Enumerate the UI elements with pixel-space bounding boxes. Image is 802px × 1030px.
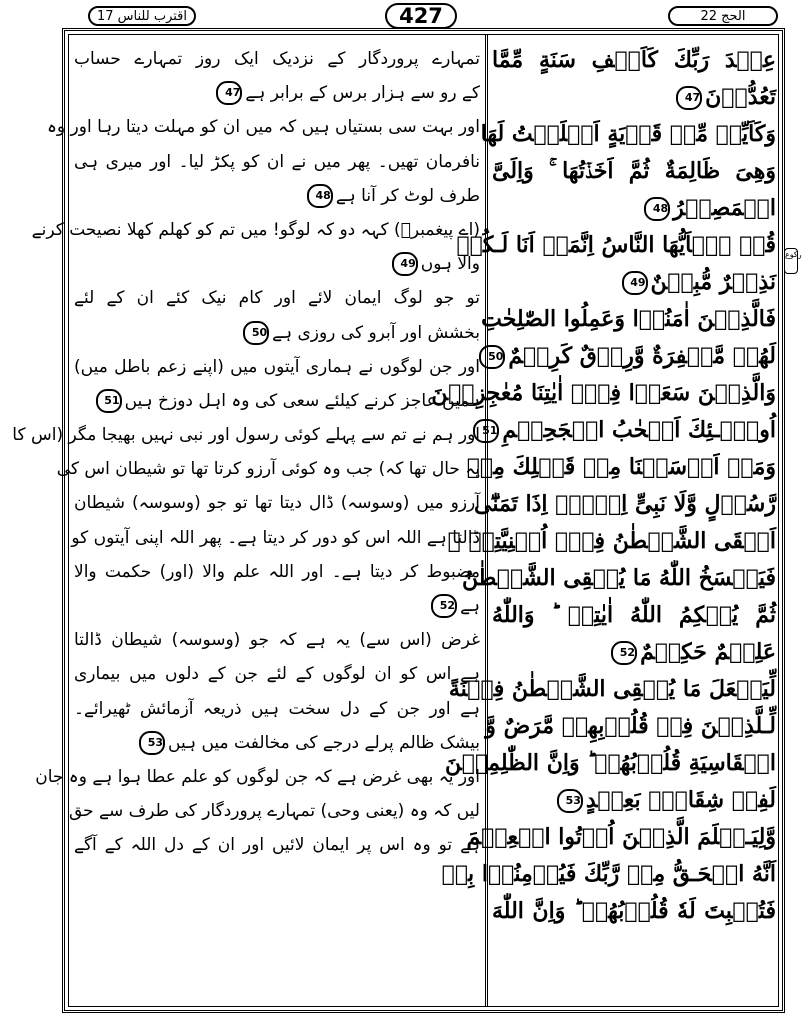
- urdu-line-text: تمہارے پروردگار کے نزدیک ایک روز تمہارے حساب: [74, 49, 480, 69]
- arabic-line-text: لِّـلَّذِيۡنَ فِىۡ قُلُوۡبِهِمۡ مَّرَضٌ وَّ: [485, 713, 776, 739]
- urdu-line: [74, 42, 480, 76]
- arabic-line-text: قُلۡ يٰۤاَيُّهَا النَّاسُ اِنَّمَاۤ اَنَا لَـكُمۡ: [456, 232, 776, 258]
- arabic-line: [461, 560, 776, 597]
- arabic-line-text: عِنۡدَ رَبِّكَ كَاَلۡفِ سَنَةٍ مِّمَّا: [492, 47, 776, 73]
- urdu-line-text: والا ہوں: [420, 254, 480, 275]
- arabic-line-text: اَنَّهُ الۡحَـقُّ مِنۡ رَّبِّكَ فَيُؤۡمِنُوۡا بِهٖ: [441, 861, 776, 887]
- urdu-line-text: کے رو سے ہزار برس کے برابر ہے: [245, 83, 480, 104]
- urdu-line-text: یہ حال تھا کہ) جب وہ کوئی آرزو کرتا تھا تو شیطان اس کی: [56, 459, 480, 480]
- urdu-line: [74, 145, 480, 179]
- arabic-line-text: عَلِيۡمٌ حَكِيۡمٌ: [640, 639, 776, 665]
- arabic-line: [492, 153, 776, 190]
- urdu-line-text: مضبوط کر دیتا ہے۔ اور اللہ علم والا (اور) حکمت والا: [74, 561, 480, 582]
- urdu-line-text: غرض (اس سے) یہ ہے کہ جو (وسوسہ) شیطان ڈالتا: [74, 630, 480, 651]
- page-number: 427: [385, 3, 457, 29]
- urdu-line: [68, 794, 480, 828]
- arabic-line: [492, 190, 776, 227]
- arabic-line-text: الۡمَصِيۡرُ: [673, 195, 776, 221]
- arabic-line-text: اُولٰۤـئِكَ اَصۡحٰبُ الۡجَحِيۡمِ: [502, 417, 776, 443]
- urdu-line: [74, 486, 480, 520]
- arabic-line: [480, 116, 776, 153]
- arabic-line-text: وَالَّذِيۡنَ سَعَوۡا فِىۡۤ اٰيٰتِنَا مُعٰجِزِيۡنَ: [431, 380, 776, 406]
- urdu-line: [74, 692, 480, 726]
- urdu-line: [35, 760, 480, 794]
- arabic-line-text: فَيَنۡسَخُ اللّٰهُ مَا يُلۡقِى الشَّيۡطٰنُ: [461, 565, 776, 591]
- verse-number-marker: 52: [611, 641, 637, 665]
- arabic-line-text: وَمَاۤ اَرۡسَلۡنَا مِنۡ قَبۡلِكَ مِنۡ: [466, 454, 776, 480]
- arabic-line-text: لَفِىۡ شِقَاقٍۢ بَعِيۡدٍ: [585, 787, 776, 813]
- arabic-line: [482, 412, 776, 449]
- arabic-line: [466, 449, 776, 486]
- urdu-line: [74, 657, 480, 691]
- urdu-line: [12, 418, 480, 452]
- urdu-line-text: طرف لوٹ کر آنا ہے: [335, 185, 480, 206]
- arabic-line: [448, 671, 776, 708]
- arabic-line-text: وَكَاَيِّنۡ مِّنۡ قَرۡيَةٍ اَمۡلَيۡتُ لَهَا: [480, 121, 776, 147]
- arabic-line: [492, 79, 776, 116]
- urdu-line-text: ہے: [460, 596, 480, 616]
- urdu-line: [74, 384, 480, 418]
- urdu-line: [74, 726, 480, 760]
- verse-number-marker: 50: [243, 321, 269, 345]
- urdu-line-text: اور یہ بھی غرض ہے کہ جن لوگوں کو علم عطا ہوا ہے وہ جان: [35, 766, 480, 787]
- urdu-line-text: ہے تو وہ اس پر ایمان لائیں اور ان کے دل اللہ کے آگے: [74, 835, 480, 856]
- urdu-line: [74, 589, 480, 623]
- urdu-line-text: نافرمان تھیں۔ پھر میں نے ان کو پکڑ لیا۔ اور میری ہی: [74, 151, 480, 172]
- urdu-line-text: لیں کہ وہ (یعنی وحی) تمہارے پروردگار کی طرف سے حق: [68, 801, 480, 822]
- urdu-line-text: تو جو لوگ ایمان لائے اور کام نیک کئے ان کے لئے: [74, 288, 480, 309]
- urdu-line: [74, 555, 480, 589]
- arabic-line-text: لَهُمۡ مَّغۡفِرَةٌ وَّرِزۡقٌ كَرِيۡمٌ: [508, 343, 776, 369]
- urdu-line-text: آرزو میں (وسوسہ) ڈال دیتا تھا تو جو (وسوسہ) شیطان: [74, 493, 480, 514]
- arabic-line: [466, 819, 776, 856]
- arabic-line: [492, 893, 776, 930]
- urdu-line: [74, 281, 480, 315]
- header-surah-label: الحج 22: [668, 6, 778, 26]
- arabic-line: [492, 597, 776, 634]
- urdu-line: [56, 452, 480, 486]
- urdu-line-text: بیشک ظالم پرلے درجے کی مخالفت میں ہیں: [168, 732, 480, 753]
- verse-number-marker: 53: [139, 731, 165, 755]
- arabic-line-text: لِّيَجۡعَلَ مَا يُلۡقِى الشَّيۡطٰنُ فِتۡنَةً: [448, 676, 776, 702]
- arabic-line: [492, 42, 776, 79]
- urdu-line: [71, 521, 480, 555]
- ruku-marker: رکوع: [784, 248, 798, 274]
- arabic-line: [488, 338, 776, 375]
- urdu-translation-column: [12, 42, 480, 863]
- urdu-line-text: اور جن لوگوں نے ہماری آیتوں میں (اپنے زعم باطل میں): [74, 356, 480, 377]
- arabic-line-text: وَهِىَ ظَالِمَةٌ ثُمَّ اَخَذۡتُهَا ۚ وَاِلَىَّ: [492, 158, 776, 184]
- verse-number-marker: 50: [479, 345, 505, 369]
- arabic-line-text: رَّسُوۡلٍ وَّلَا نَبِىٍّ اِلَّاۤ اِذَا تَمَنّٰٓى: [474, 491, 776, 517]
- verse-number-marker: 51: [96, 389, 122, 413]
- arabic-line: [492, 634, 776, 671]
- arabic-line: [441, 856, 776, 893]
- urdu-line-text: بخشش اور آبرو کی روزی ہے: [272, 322, 480, 343]
- verse-number-marker: 48: [644, 197, 670, 221]
- verse-number-marker: 47: [216, 81, 242, 105]
- arabic-line-text: الۡقَاسِيَةِ قُلُوۡبُهُمۡ ؕ وَاِنَّ الظّٰلِمِيۡنَ: [445, 750, 776, 776]
- arabic-line-text: وَّلِيَـعۡلَمَ الَّذِيۡنَ اُوۡتُوا الۡعِلۡمَ: [466, 824, 776, 850]
- urdu-line-text: ڈالتا ہے اللہ اس کو دور کر دیتا ہے۔ پھر اللہ اپنی آیتوں کو: [71, 527, 480, 548]
- verse-number-marker: 48: [307, 184, 333, 208]
- verse-number-marker: 51: [473, 419, 499, 443]
- urdu-line: [74, 316, 480, 350]
- arabic-line: [445, 745, 776, 782]
- urdu-line-text: ہے اور جن کے دل سخت ہیں ذریعہ آزمائش ٹھیرائے۔: [74, 698, 480, 719]
- urdu-line: [74, 350, 480, 384]
- verse-number-marker: 49: [392, 252, 418, 276]
- arabic-line-text: اَلۡقَى الشَّيۡطٰنُ فِىۡۤ اُمۡنِيَّتِهٖ ۚ: [447, 528, 776, 554]
- urdu-line: [74, 247, 480, 281]
- urdu-line-text: ہمیں عاجز کرنے کیلئے سعی کی وہ اہل دوزخ ہیں: [124, 390, 480, 411]
- urdu-line: [74, 179, 480, 213]
- arabic-line-text: نَذِيۡرٌ مُّبِيۡنٌ: [650, 269, 776, 295]
- arabic-line-text: تَعُدُّوۡنَ: [705, 84, 776, 110]
- arabic-line: [485, 708, 776, 745]
- verse-number-marker: 52: [431, 594, 457, 618]
- arabic-line: [456, 227, 776, 264]
- urdu-line: [46, 110, 480, 144]
- header-para-label: اقترب للناس 17: [88, 6, 196, 26]
- arabic-line: [492, 782, 776, 819]
- urdu-line-text: ہے اس کو ان لوگوں کے لئے جن کے دلوں میں بیماری: [74, 664, 480, 685]
- arabic-line: [492, 264, 776, 301]
- arabic-line-text: فَالَّذِيۡنَ اٰمَنُوۡا وَعَمِلُوا الصّٰلِحٰتِ: [481, 306, 776, 332]
- verse-number-marker: 53: [557, 789, 583, 813]
- urdu-line-text: اور بہت سی بستیاں ہیں کہ میں ان کو مہلت دیتا رہا اور وہ: [46, 117, 480, 138]
- arabic-line-text: فَتُخۡبِتَ لَهٗ قُلُوۡبُهُمۡ ؕ وَاِنَّ اللّٰهَ: [492, 898, 776, 924]
- arabic-line: [431, 375, 776, 412]
- urdu-line: [31, 213, 480, 247]
- urdu-line-text: اور ہم نے تم سے پہلے کوئی رسول اور نبی نہیں بھیجا مگر (اس کا: [12, 425, 480, 446]
- arabic-line-text: ثُمَّ يُحۡكِمُ اللّٰهُ اٰيٰتِهٖ ؕ وَاللّٰهُ: [492, 602, 776, 628]
- urdu-line-text: (اے پیغمبرؐ) کہہ دو کہ لوگو! میں تم کو کھلم کھلا نصیحت کرنے: [31, 219, 480, 240]
- arabic-line: [474, 486, 776, 523]
- verse-number-marker: 47: [676, 86, 702, 110]
- arabic-line: [481, 301, 776, 338]
- urdu-line: [74, 828, 480, 862]
- verse-number-marker: 49: [622, 271, 648, 295]
- urdu-line: [74, 76, 480, 110]
- urdu-line: [74, 623, 480, 657]
- arabic-line: [447, 523, 776, 560]
